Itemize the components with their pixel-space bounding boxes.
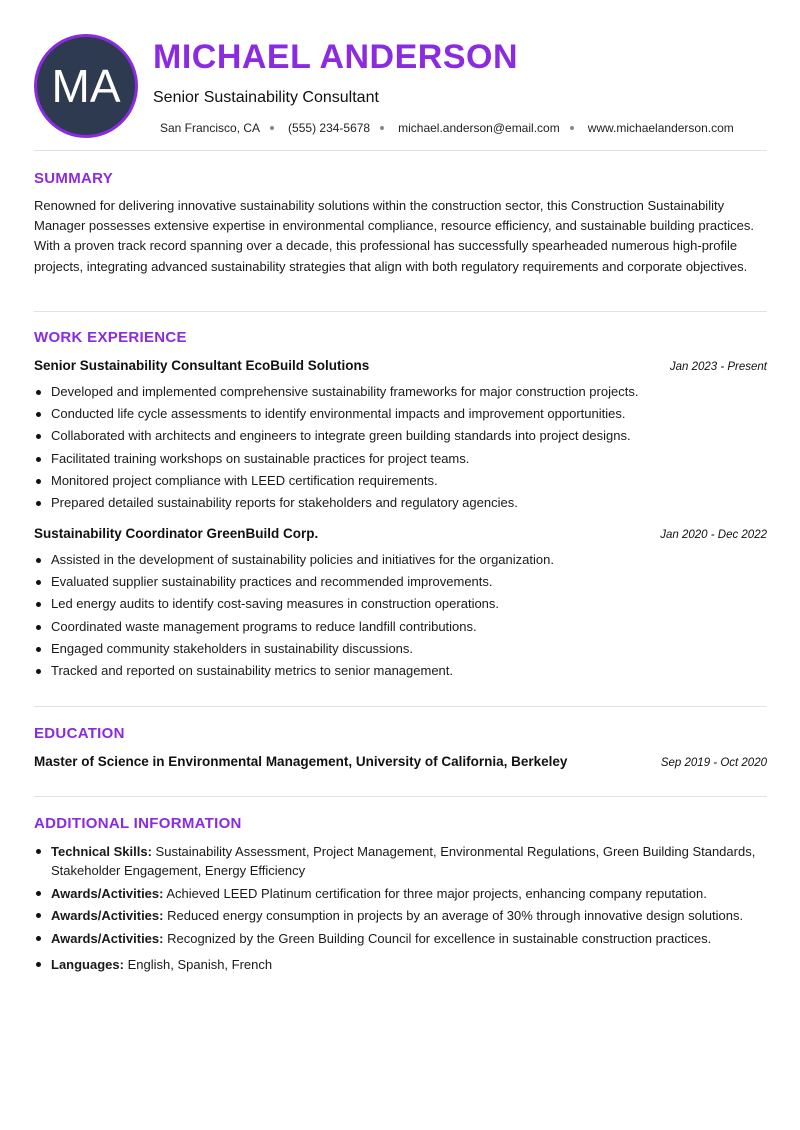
section-divider <box>34 706 767 707</box>
list-item: Facilitated training workshops on sustainable practices for project teams. <box>34 448 767 470</box>
info-text: Achieved LEED Platinum certification for three major projects, enhancing company reputation. <box>166 885 707 901</box>
list-item <box>34 955 767 974</box>
list-item <box>34 906 767 925</box>
list-item: Engaged community stakeholders in sustainability discussions. <box>34 638 767 660</box>
section-divider <box>34 150 767 151</box>
list-item: Developed and implemented comprehensive sustainability frameworks for major construction projects. <box>34 381 767 403</box>
job-dates: Jan 2020 - Dec 2022 <box>660 529 767 541</box>
education-heading: EDUCATION <box>34 725 125 742</box>
education-dates: Sep 2019 - Oct 2020 <box>660 757 767 769</box>
info-label: Awards/Activities: <box>51 930 164 946</box>
section-divider <box>34 311 767 312</box>
education-entry <box>34 754 767 769</box>
job-bullets <box>34 549 767 682</box>
job-role: Senior Sustainability Consultant EcoBuild Solutions <box>34 358 370 373</box>
additional-info-list <box>34 842 767 977</box>
job-header <box>34 358 767 373</box>
list-item <box>34 929 767 948</box>
info-text: English, Spanish, French <box>127 956 273 972</box>
list-item: Assisted in the development of sustainability policies and initiatives for the organization. <box>34 549 767 571</box>
work-experience-heading: WORK EXPERIENCE <box>34 329 187 346</box>
contact-email[interactable]: michael.anderson@email.com <box>398 121 560 135</box>
contact-bar <box>160 121 734 135</box>
contact-location: San Francisco, CA <box>160 121 261 135</box>
info-text: Recognized by the Green Building Council for excellence in sustainable construction practices. <box>167 930 712 946</box>
list-item: Monitored project compliance with LEED certification requirements. <box>34 470 767 492</box>
summary-text: Renowned for delivering innovative sustainability solutions within the construction sector, this Construction Sustainability Manager possesses extensive expertise in environmental compliance, resource efficiency, and sustainable building practices. With a proven track record spanning over a decade, this professional has successfully spearheaded numerous high-profile projects, integrating advanced sustainability strategies that align with both regulatory requirements and corporate objectives. <box>34 198 754 274</box>
candidate-name: MICHAEL ANDERSON <box>153 38 519 76</box>
list-item <box>34 884 767 903</box>
additional-info-heading: ADDITIONAL INFORMATION <box>34 815 242 832</box>
info-text: Sustainability Assessment, Project Management, Environmental Regulations, Green Building Standards, Stakeholder Engagement, Energy Efficiency <box>51 844 756 878</box>
list-item: Collaborated with architects and engineers to integrate green building standards into project designs. <box>34 425 767 447</box>
contact-website[interactable]: www.michaelanderson.com <box>587 121 734 135</box>
education-degree: Master of Science in Environmental Management, University of California, Berkeley <box>34 754 568 769</box>
job-role: Sustainability Coordinator GreenBuild Corp. <box>34 526 319 541</box>
list-item <box>34 842 767 880</box>
separator-dot-icon <box>570 126 574 130</box>
job-header <box>34 526 767 541</box>
separator-dot-icon <box>380 126 384 130</box>
info-text: Reduced energy consumption in projects by an average of 30% through innovative design solutions. <box>167 908 744 923</box>
info-label: Awards/Activities: <box>51 885 164 901</box>
info-label: Languages: <box>51 956 124 972</box>
summary-heading: SUMMARY <box>34 170 114 187</box>
info-label: Awards/Activities: <box>51 908 164 923</box>
avatar <box>34 34 138 138</box>
job-bullets <box>34 381 767 514</box>
section-divider <box>34 796 767 797</box>
separator-dot-icon <box>270 126 274 130</box>
info-label: Technical Skills: <box>51 844 152 859</box>
job-dates: Jan 2023 - Present <box>669 361 767 373</box>
list-item: Prepared detailed sustainability reports for stakeholders and regulatory agencies. <box>34 492 767 514</box>
candidate-title: Senior Sustainability Consultant <box>153 89 379 106</box>
avatar-initials: MA <box>51 60 121 112</box>
list-item: Conducted life cycle assessments to identify environmental impacts and improvement opportunities. <box>34 403 767 425</box>
contact-phone: (555) 234-5678 <box>288 121 371 135</box>
list-item: Led energy audits to identify cost-saving measures in construction operations. <box>34 593 767 615</box>
list-item: Evaluated supplier sustainability practices and recommended improvements. <box>34 571 767 593</box>
list-item: Tracked and reported on sustainability metrics to senior management. <box>34 660 767 682</box>
list-item: Coordinated waste management programs to reduce landfill contributions. <box>34 616 767 638</box>
